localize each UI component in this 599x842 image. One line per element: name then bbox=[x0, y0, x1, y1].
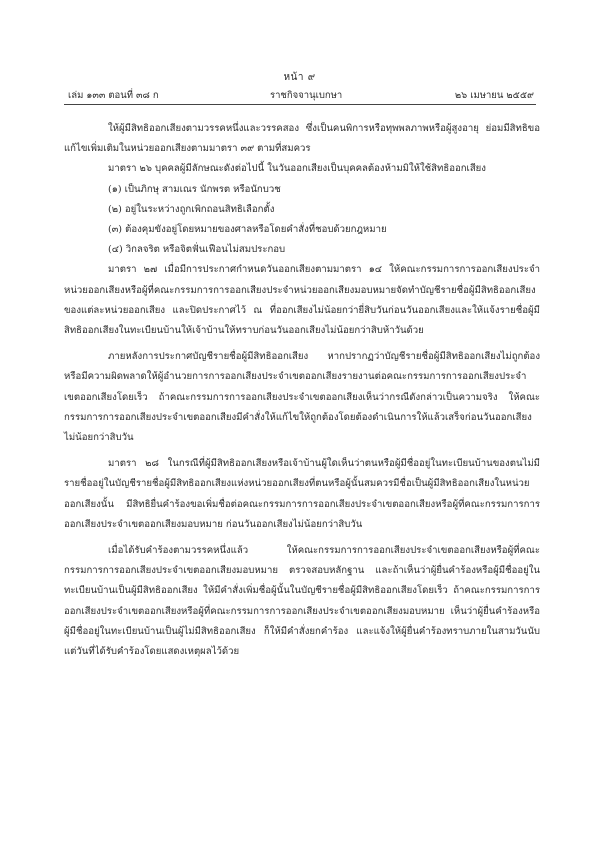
section-26-paragraph: มาตรา ๒๖ บุคคลผู้มีลักษณะดังต่อไปนี้ ในวันออกเสียงเป็นบุคคลต้องห้ามมิให้ใช้สิทธิออกเสียง bbox=[108, 163, 486, 175]
paragraph: เมื่อได้รับคำร้องตามวรรคหนึ่งแล้ว ให้คณะกรรมการการออกเสียงประจำเขตออกเสียงหรือผู้ที่คณะกรรมการการออกเสียงประจำเขตออกเสียงมอบหมาย ตรวจสอบหลักฐาน และถ้าเห็นว่าผู้ยื่นคำร้องหรือผู้มีชื่ออยู่ในทะเบียนบ้านเป็นผู้มีสิทธิออกเสียง ให้มีคำสั่งเพิ่มชื่อผู้นั้นในบัญชีรายชื่อผู้มีสิทธิออกเสียงโดยเร็ว ถ้าคณะกรรมการการออกเสียงประจำเขตออกเสียงหรือผู้ที่คณะกรรมการการออกเสียงประจำเขตออกเสียงมอบหมาย เห็นว่าผู้ยื่นคำร้องหรือผู้มีชื่ออยู่ในทะเบียนบ้านเป็นผู้ไม่มีสิทธิออกเสียง ก็ให้มีคำสั่งยกคำร้อง และแจ้งให้ผู้ยื่นคำร้องทราบภายในสามวันนับแต่วันที่ได้รับคำร้องโดยแสดงเหตุผลไว้ด้วย bbox=[64, 545, 540, 658]
list-item: (๔) วิกลจริต หรือจิตฟั่นเฟือนไม่สมประกอบ bbox=[108, 244, 286, 256]
list-item: (๓) ต้องคุมขังอยู่โดยหมายของศาลหรือโดยคำสั่งที่ชอบด้วยกฎหมาย bbox=[108, 224, 387, 236]
header-rule bbox=[64, 104, 536, 105]
list-item: (๑) เป็นภิกษุ สามเณร นักพรต หรือนักบวช bbox=[108, 183, 281, 195]
page-number: หน้า ๙ bbox=[283, 72, 316, 83]
volume-issue: เล่ม ๑๓๓ ตอนที่ ๓๘ ก bbox=[68, 90, 159, 101]
gazette-header bbox=[68, 88, 534, 102]
publication-date: ๒๖ เมษายน ๒๕๕๙ bbox=[454, 90, 534, 101]
section-27-paragraph: มาตรา ๒๗ เมื่อมีการประกาศกำหนดวันออกเสียงตามมาตรา ๑๔ ให้คณะกรรมการการออกเสียงประจำหน่วยออกเสียงหรือผู้ที่คณะกรรมการการออกเสียงประจำหน่วยออกเสียงมอบหมายจัดทำบัญชีรายชื่อผู้มีสิทธิออกเสียงของแต่ละหน่วยออกเสียง และปิดประกาศไว้ ณ ที่ออกเสียงไม่น้อยกว่ายี่สิบวันก่อนวันออกเสียงและให้แจ้งรายชื่อผู้มีสิทธิออกเสียงในทะเบียนบ้านให้เจ้าบ้านให้ทราบก่อนวันออกเสียงไม่น้อยกว่าสิบห้าวันด้วย bbox=[64, 264, 540, 337]
document-body bbox=[64, 119, 540, 662]
gazette-name: ราชกิจจานุเบกษา bbox=[270, 90, 343, 101]
paragraph: ภายหลังการประกาศบัญชีรายชื่อผู้มีสิทธิออกเสียง หากปรากฏว่าบัญชีรายชื่อผู้มีสิทธิออกเสียงไม่ถูกต้องหรือมีความผิดพลาดให้ผู้อำนวยการการออกเสียงประจำเขตออกเสียงรายงานต่อคณะกรรมการการออกเสียงประจำเขตออกเสียงโดยเร็ว ถ้าคณะกรรมการการออกเสียงประจำเขตออกเสียงเห็นว่ากรณีดังกล่าวเป็นความจริง ให้คณะกรรมการการออกเสียงประจำเขตออกเสียงมีคำสั่งให้แก้ไขให้ถูกต้องโดยต้องดำเนินการให้แล้วเสร็จก่อนวันออกเสียงไม่น้อยกว่าสิบวัน bbox=[64, 351, 540, 444]
section-28-paragraph: มาตรา ๒๘ ในกรณีที่ผู้มีสิทธิออกเสียงหรือเจ้าบ้านผู้ใดเห็นว่าตนหรือผู้มีชื่ออยู่ในทะเบียนบ้านของตนไม่มีรายชื่ออยู่ในบัญชีรายชื่อผู้มีสิทธิออกเสียงแห่งหน่วยออกเสียงที่ตนหรือผู้นั้นสมควรมีชื่อเป็นผู้มีสิทธิออกเสียงในหน่วยออกเสียงนั้น มีสิทธิยื่นคำร้องขอเพิ่มชื่อต่อคณะกรรมการการออกเสียงประจำเขตออกเสียงหรือผู้ที่คณะกรรมการการออกเสียงประจำเขตออกเสียงมอบหมาย ก่อนวันออกเสียงไม่น้อยกว่าสิบวัน bbox=[64, 458, 540, 530]
paragraph: ให้ผู้มีสิทธิออกเสียงตามวรรคหนึ่งและวรรคสอง ซึ่งเป็นคนพิการหรือทุพพลภาพหรือผู้สูงอายุ ย่อมมีสิทธิขอแก้ไขเพิ่มเติมในหน่วยออกเสียงตามมาตรา ๓๙ ตามที่สมควร bbox=[64, 123, 540, 155]
list-item: (๒) อยู่ในระหว่างถูกเพิกถอนสิทธิเลือกตั้ง bbox=[108, 203, 275, 215]
